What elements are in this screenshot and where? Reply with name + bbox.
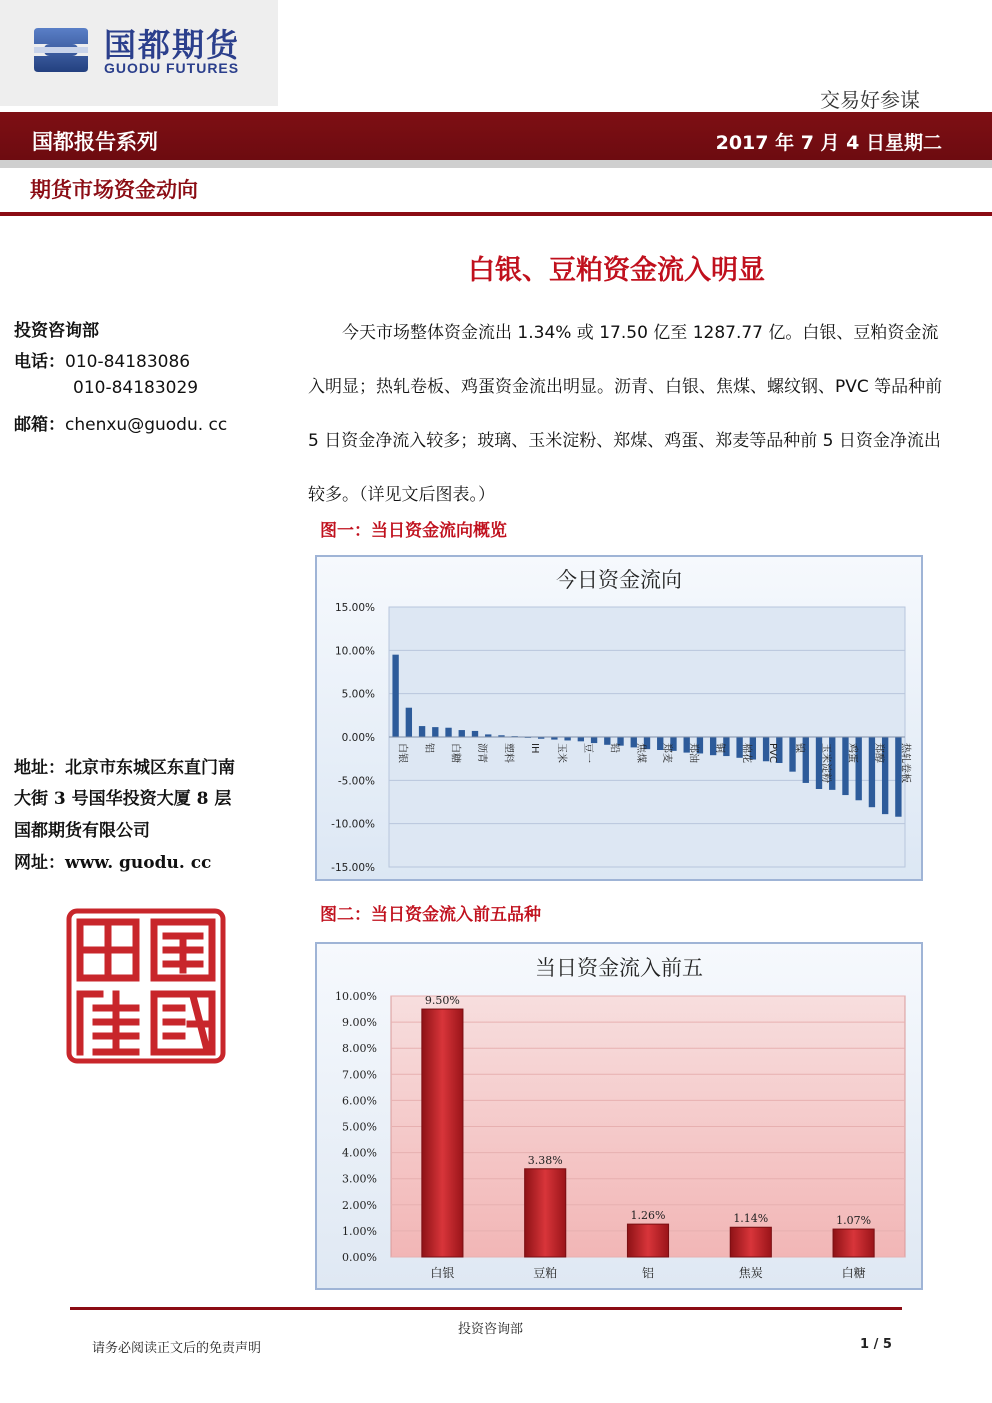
headline: 白银、豆粕资金流入明显 [468, 255, 765, 286]
x-tick-label: PVC [767, 743, 779, 763]
x-tick-label: 铝 [423, 743, 435, 753]
y-tick-label: 10.00% [334, 645, 375, 658]
x-tick-label: 镍 [793, 743, 805, 753]
x-tick-label: IH [528, 743, 540, 754]
y-tick-label: 15.00% [334, 602, 375, 614]
chart-2-title: 当日资金流入前五 [535, 956, 703, 980]
footer-disclaimer: 请务必阅读正文后的免责声明 [92, 1341, 262, 1356]
x-tick-label: 白银 [430, 1266, 455, 1280]
brand-name-cn: 国都期货 [104, 26, 241, 64]
footer-dept: 投资咨询部 [458, 1322, 524, 1337]
y-tick-label: 4.00% [342, 1146, 377, 1160]
y-tick-label: 5.00% [341, 688, 375, 701]
x-tick-label: 铜 [714, 743, 726, 753]
bar [432, 727, 438, 737]
figure-2-caption: 图二：当日资金流入前五品种 [320, 905, 541, 925]
bar [406, 708, 412, 737]
y-tick-label: 0.00% [342, 1251, 377, 1264]
phone-number-1: 010-84183086 [65, 352, 191, 372]
phone-1 [14, 347, 190, 372]
x-tick-label: 郑麦 [661, 743, 673, 763]
y-tick-label: -10.00% [331, 818, 375, 831]
bar [392, 655, 398, 737]
phone-number-2: 010-84183029 [73, 378, 199, 398]
bar [833, 1229, 874, 1257]
series-title: 国都报告系列 [32, 130, 158, 154]
y-tick-label: 0.00% [341, 732, 375, 744]
phone-label: 电话： [14, 352, 65, 372]
y-tick-label: 7.00% [342, 1068, 377, 1082]
y-tick-label: 9.00% [342, 1016, 377, 1030]
website[interactable]: 网址：www. guodu. cc [14, 853, 212, 873]
x-tick-label: 白糖 [841, 1266, 866, 1280]
email-label: 邮箱： [14, 415, 65, 435]
chart-1-svg [317, 557, 921, 879]
y-tick-label: 2.00% [342, 1198, 377, 1212]
page-number: 1 / 5 [860, 1337, 892, 1352]
data-label: 1.26% [630, 1209, 666, 1223]
y-tick-label: 5.00% [342, 1120, 377, 1134]
x-tick-label: 鸡蛋 [846, 743, 858, 763]
bar [419, 726, 425, 737]
email-line [14, 410, 227, 435]
x-tick-label: 玉米淀粉 [820, 743, 831, 783]
y-tick-label: -5.00% [337, 775, 375, 788]
y-tick-label: 3.00% [342, 1172, 377, 1186]
data-label: 9.50% [424, 994, 460, 1008]
bar [445, 728, 451, 737]
brand-name-en: GUODU FUTURES [104, 60, 240, 76]
company-seal-icon [66, 908, 226, 1064]
company-name: 国都期货有限公司 [14, 821, 150, 841]
x-tick-label: 沥青 [476, 743, 487, 763]
bar [422, 1009, 463, 1257]
figure-1-caption: 图一：当日资金流向概览 [320, 521, 507, 541]
y-tick-label: 6.00% [342, 1094, 377, 1108]
bar [578, 737, 584, 741]
x-tick-label: 铅 [608, 743, 620, 753]
x-tick-label: 郑油 [687, 743, 699, 763]
x-tick-label: 豆一 [581, 743, 593, 763]
address-line-1: 地址：北京市东城区东直门南 [14, 758, 235, 778]
chart-1-title: 今日资金流向 [556, 568, 682, 592]
email-address[interactable]: chenxu@guodu. cc [65, 415, 228, 435]
header-divider [0, 160, 992, 168]
x-tick-label: 郑醇 [872, 743, 884, 763]
address-line-2: 大街 3 号国华投资大厦 8 层 [14, 789, 232, 809]
x-tick-label: 玉米 [555, 743, 567, 763]
slogan: 交易好参谋 [820, 88, 920, 112]
x-tick-label: 焦炭 [738, 1266, 763, 1280]
x-tick-label: 白糖 [449, 743, 461, 763]
x-tick-label: 白银 [396, 743, 408, 763]
subtitle-divider [0, 212, 992, 216]
x-tick-label: 焦煤 [634, 743, 646, 763]
y-tick-label: -15.00% [331, 862, 375, 874]
data-label: 1.07% [836, 1214, 872, 1228]
summary-paragraph: 今天市场整体资金流出 1.34% 或 17.50 亿至 1287.77 亿。白银、豆粕资金流入明显；热轧卷板、鸡蛋资金流出明显。沥青、白银、焦煤、螺纹钢、PVC 等品种前 5 日资金净流入较多；玻璃、玉米淀粉、郑煤、鸡蛋、郑麦等品种前 5 日资金净流出较多。（详见文后图表。） [308, 323, 943, 505]
bar [564, 737, 570, 740]
chart-top-five-inflow [315, 942, 923, 1290]
report-date: 2017 年 7 月 4 日星期二 [715, 132, 942, 154]
y-tick-label: 8.00% [342, 1042, 377, 1056]
x-tick-label: 棉花 [740, 743, 752, 763]
x-tick-label: 铝 [641, 1266, 655, 1280]
report-subtitle: 期货市场资金动向 [30, 178, 198, 202]
chart-2-svg [317, 944, 921, 1288]
chart-fund-flow-overview [315, 555, 923, 881]
bar [627, 1224, 668, 1257]
guodu-logo-icon [30, 22, 92, 78]
x-tick-label: 热轧卷板 [899, 743, 911, 783]
bar [730, 1227, 771, 1257]
y-tick-label: 10.00% [335, 990, 377, 1003]
data-label: 3.38% [527, 1153, 563, 1167]
dept-name: 投资咨询部 [14, 321, 99, 341]
y-tick-label: 1.00% [342, 1224, 377, 1238]
bar [472, 731, 478, 737]
x-tick-label: 豆粕 [533, 1266, 558, 1280]
bar [525, 1169, 566, 1257]
footer-divider [70, 1307, 902, 1310]
x-tick-label: 塑料 [502, 743, 514, 763]
bar [459, 730, 465, 737]
data-label: 1.14% [733, 1212, 769, 1226]
